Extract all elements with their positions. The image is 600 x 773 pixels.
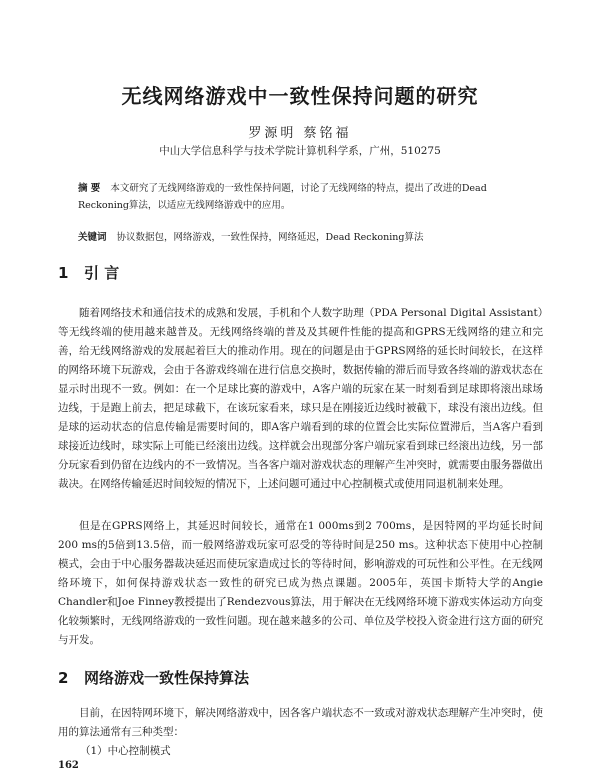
section-heading-2 [58, 667, 249, 688]
page-number: 162 [58, 760, 79, 771]
keywords-label: 关键词 [78, 232, 107, 243]
keywords-text: 协议数据包，网络游戏，一致性保持，网络延迟，Dead Reckoning算法 [116, 232, 424, 243]
abstract [78, 180, 530, 214]
section-number: 2 [58, 669, 69, 687]
section-title: 引 言 [84, 264, 120, 282]
paper-title: 无线网络游戏中一致性保持问题的研究 [121, 84, 479, 108]
body-paragraph-1: 随着网络技术和通信技术的成熟和发展，手机和个人数字助理（PDA Personal Digital Assistant）等无线终端的使用越来越普及。无线网络终端的普及及其硬件性能的提高和GPRS无线网络的建立和完善，给无线网络游戏的发展起着巨大的推动作用。现在的问题是由于GPRS网络的延长时间较长，在这样的网络环境下玩游戏，会由于各游戏终端在进行信息交换时，数据传输的滞后而导致各终端的游戏状态在显示时出现不一致。例如：在一个足球比赛的游戏中，A客户端的玩家在某一时刻看到足球即将滚出球场边线，于是跑上前去，把足球截下，在该玩家看来，球只是在刚接近边线时被截下，球没有滚出边线。但是球的运动状态的信息传输是需要时间的，即A客户端看到的球的位置会比实际位置滞后，当A客户看到球接近边线时，球实际上可能已经滚出边线。这样就会出现部分客户端玩家看到球已经滚出边线，另一部分玩家看到仍留在边线内的不一致情况。当各客户端对游戏状态的理解产生冲突时，就需要由服务器做出裁决。在网络传输延迟时间较短的情况下，上述问题可通过中心控制模式或使用同退机制来处理。 [58, 307, 543, 490]
affiliation: 中山大学信息科学与技术学院计算机科学系，广州，510275 [159, 145, 441, 157]
section-heading-1 [58, 262, 119, 283]
section-title: 网络游戏一致性保持算法 [84, 669, 250, 687]
body-paragraph-3: 目前，在因特网环境下，解决网络游戏中，因各客户端状态不一致或对游戏状态理解产生冲突时，使用的算法通常有三种类型： [58, 707, 543, 738]
section-number: 1 [58, 264, 69, 282]
list-item: （1）中心控制模式 [80, 745, 171, 757]
keywords [78, 229, 530, 246]
body-paragraph-2: 但是在GPRS网络上，其延迟时间较长，通常在1 000ms到2 700ms，是因特网的平均延长时间200 ms的5倍到13.5倍，而一般网络游戏玩家可忍受的等待时间是250 ms。这种状态下使用中心控制模式，会由于中心服务器裁决延迟而使玩家造成过长的等待时间，影响游戏的可玩性和公平性。在无线网络环境下，如何保持游戏状态一致性的研究已成为热点课题。2005年，英国卡斯特大学的Angie Chandler和Joe Finney教授提出了Rendezvous算法，用于解决在无线网络环境下游戏实体运动方向变化较频繁时，无线网络游戏的一致性问题。现在越来越多的公司、单位及学校投入资金进行这方面的研究与开发。 [58, 520, 543, 646]
authors: 罗源明 蔡铭福 [248, 126, 352, 141]
abstract-label: 摘 要 [78, 183, 101, 194]
abstract-text: 本文研究了无线网络游戏的一致性保持问题，讨论了无线网络的特点，提出了改进的Dead Reckoning算法，以适应无线网络游戏中的应用。 [78, 183, 487, 211]
